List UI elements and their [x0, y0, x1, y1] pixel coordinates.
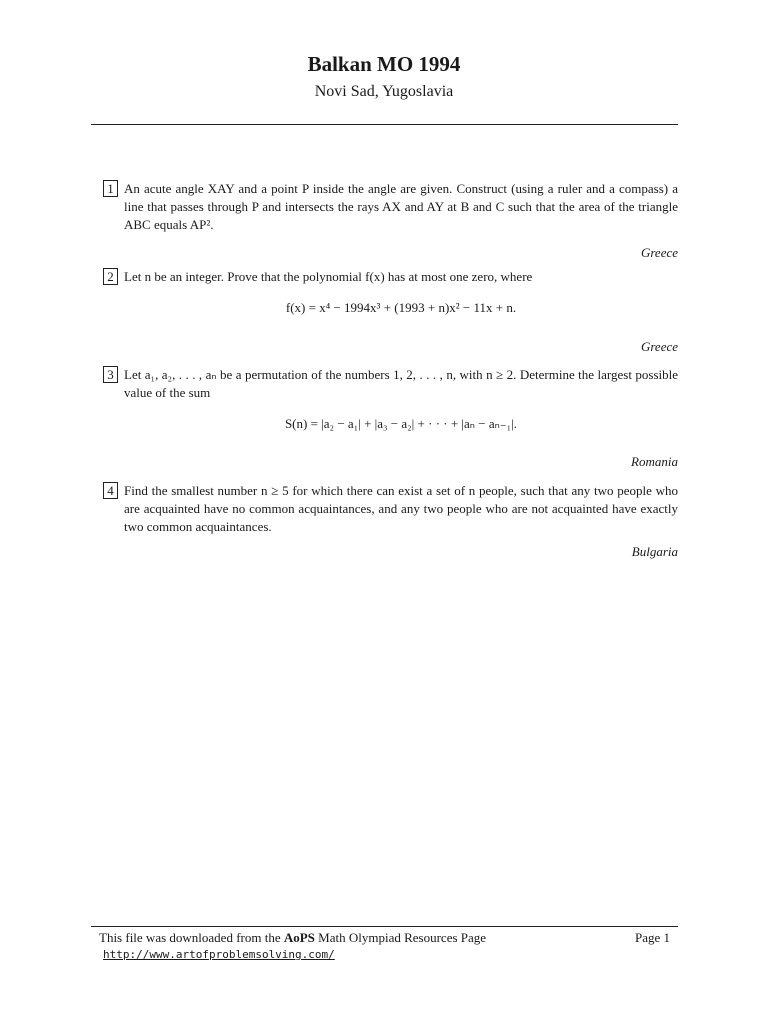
problem-text: Let n be an integer. Prove that the polynomial f(x) has at most one zero, where	[124, 269, 533, 284]
problem-number-box: 3	[103, 366, 118, 383]
problem-formula: f(x) = x⁴ − 1994x³ + (1993 + n)x² − 11x + n.	[285, 300, 517, 315]
problem-3	[103, 366, 678, 471]
footer-text-after: Math Olympiad Resources Page	[314, 930, 487, 945]
footer-text-before: This file was downloaded from the	[99, 930, 284, 945]
footer-brand: AoPS	[283, 930, 315, 945]
problem-formula: S(n) = |a₂ − a₁| + |a₃ − a₂| + · · · + |aₙ − aₙ₋₁|.	[284, 416, 518, 431]
footer-link[interactable]: http://www.artofproblemsolving.com/	[103, 948, 335, 961]
problem-source: Greece	[640, 245, 678, 260]
problem-number-box: 2	[103, 268, 118, 285]
page-number: Page 1	[634, 930, 670, 945]
problem-source: Romania	[631, 454, 678, 469]
problem-text: Find the smallest number n ≥ 5 for which there can exist a set of n people, such that any two people who are acquainted have no common acquaintances, and any two people who are not acquainted have exactly two common acquaintances.	[124, 483, 678, 534]
problem-number-box: 4	[103, 482, 118, 499]
footer-credit	[99, 930, 486, 946]
problem-number-box: 1	[103, 180, 118, 197]
problem-4	[103, 482, 678, 561]
problem-text: Let a₁, a₂, . . . , aₙ be a permutation of the numbers 1, 2, . . . , n, with n ≥ 2. Determine the largest possible value of the sum	[124, 367, 678, 400]
footer-rule	[91, 926, 678, 927]
problem-source: Greece	[640, 339, 678, 354]
problem-2	[103, 268, 678, 356]
problem-text: An acute angle XAY and a point P inside the angle are given. Construct (using a ruler and a compass) a line that passes through P and intersects the rays AX and AY at B and C such that the area of the triangle ABC equals AP².	[124, 181, 678, 232]
document-subtitle: Novi Sad, Yugoslavia	[314, 83, 454, 100]
problem-1	[103, 180, 678, 262]
document-title: Balkan MO 1994	[307, 52, 461, 76]
problem-source: Bulgaria	[631, 544, 678, 559]
header-rule	[91, 124, 678, 125]
